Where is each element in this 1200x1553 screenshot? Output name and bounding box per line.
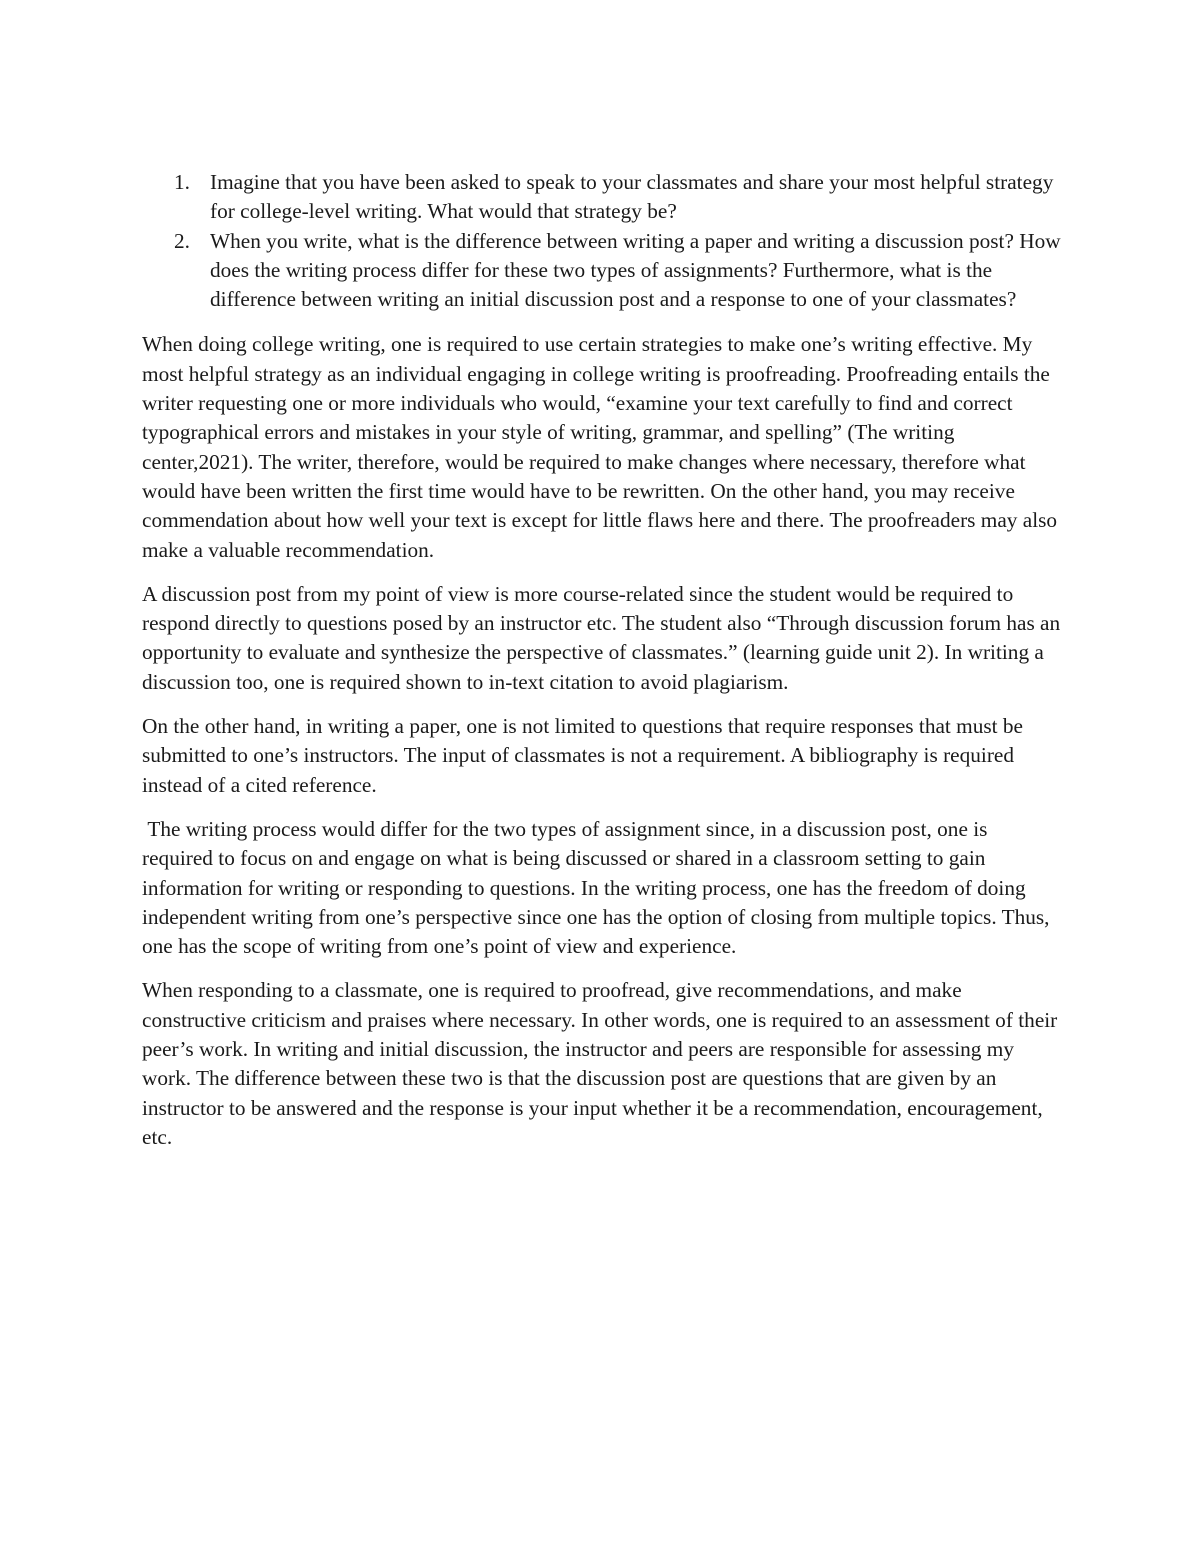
question-list: [142, 168, 1062, 314]
document-body: [142, 168, 1062, 1167]
paragraph-proofreading: When doing college writing, one is required to use certain strategies to make one’s writing effective. My most helpful strategy as an individual engaging in college writing is proofreading. Proofreading entails the writer requesting one or more individuals who would, “examine your text carefully to find and correct typographical errors and mistakes in your style of writing, grammar, and spelling” (The writing center,2021). The writer, therefore, would be required to make changes where necessary, therefore what would have been written the first time would have to be rewritten. On the other hand, you may receive commendation about how well your text is except for little flaws here and there. The proofreaders may also make a valuable recommendation.: [142, 332, 1058, 562]
paragraph-writing-process: The writing process would differ for the two types of assignment since, in a discussion post, one is required to focus on and engage on what is being discussed or shared in a classroom setting to gain information for writing or responding to questions. In the writing process, one has the freedom of doing independent writing from one’s perspective since one has the option of closing from multiple topics. Thus, one has the scope of writing from one’s point of view and experience.: [142, 816, 1055, 959]
question-item: [142, 227, 1062, 315]
paragraph-discussion-post: A discussion post from my point of view is more course-related since the student would be required to respond directly to questions posed by an instructor etc. The student also “Through discussion forum has an opportunity to evaluate and synthesize the perspective of classmates.” (learning guide unit 2). In writing a discussion too, one is required shown to in-text citation to avoid plagiarism.: [142, 581, 1061, 694]
question-text: Imagine that you have been asked to speak to your classmates and share your most helpful strategy for college-level writing. What would that strategy be?: [210, 170, 1054, 224]
question-item: [142, 168, 1062, 227]
paragraph-responding: When responding to a classmate, one is required to proofread, give recommendations, and make constructive criticism and praises where necessary. In other words, one is required to an assessment of their peer’s work. In writing and initial discussion, the instructor and peers are responsible for assessing my work. The difference between these two is that the discussion post are questions that are given by an instructor to be answered and the response is your input whether it be a recommendation, encouragement, etc.: [142, 978, 1058, 1149]
paragraph-paper: On the other hand, in writing a paper, one is not limited to questions that require responses that must be submitted to one’s instructors. The input of classmates is not a requirement. A bibliography is required instead of a cited reference.: [142, 714, 1024, 797]
question-number: 1.: [174, 170, 190, 194]
question-text: When you write, what is the difference between writing a paper and writing a discussion post? How does the writing process differ for these two types of assignments? Furthermore, what is the difference between writing an initial discussion post and a response to one of your classmates?: [210, 228, 1061, 312]
question-number: 2.: [174, 228, 190, 253]
